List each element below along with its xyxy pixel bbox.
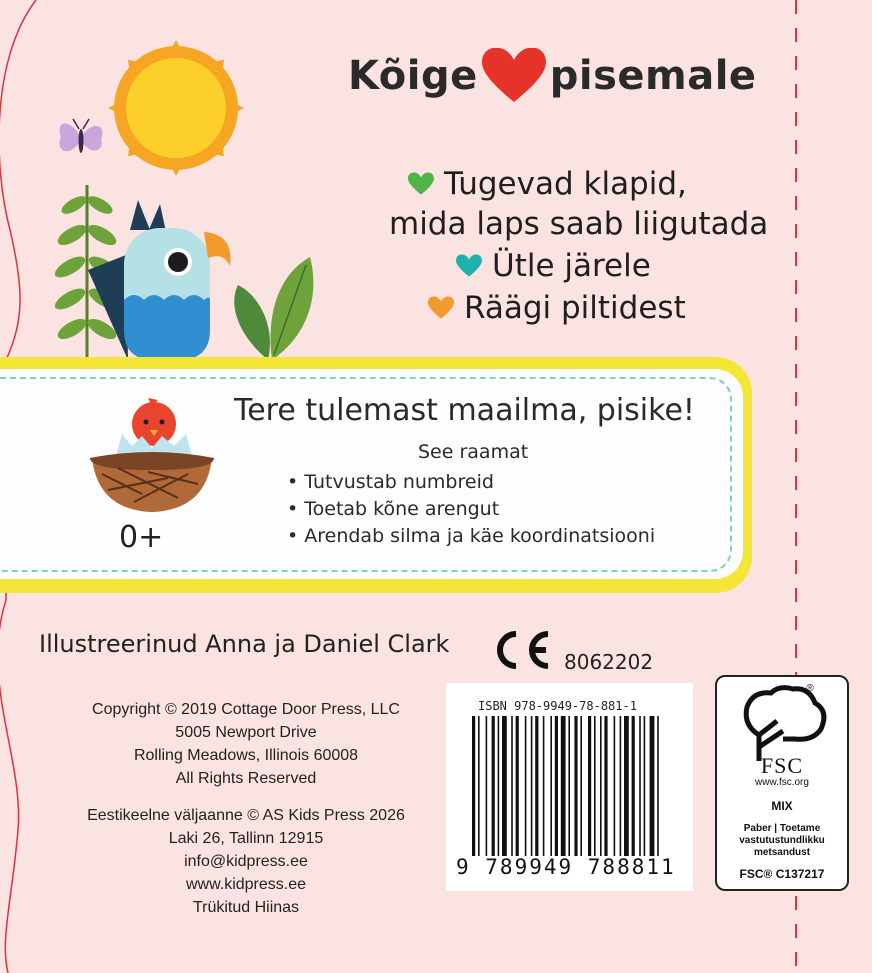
copyright-line: All Rights Reserved bbox=[175, 770, 317, 787]
barcode-bar bbox=[574, 716, 577, 856]
barcode-bars bbox=[468, 716, 678, 858]
feature-1-text: Tugevad klapid, bbox=[444, 166, 687, 202]
barcode-bar bbox=[644, 716, 646, 856]
barcode-bar bbox=[550, 716, 552, 856]
barcode-bar bbox=[604, 716, 607, 856]
isbn-label: ISBN 978-9949-78-881-1 bbox=[478, 699, 637, 713]
barcode-bar bbox=[614, 716, 616, 856]
edition-line: Laki 26, Tallinn 12915 bbox=[168, 830, 324, 847]
fsc-label bbox=[715, 675, 849, 891]
edition-line: Eestikeelne väljaanne © AS Kids Press 2026 bbox=[87, 807, 405, 824]
copyright-line: 5005 Newport Drive bbox=[175, 724, 317, 741]
banner-bullet: • Toetab kõne arengut bbox=[287, 498, 500, 520]
barcode-bar bbox=[594, 716, 596, 856]
edition-line: www.kidpress.ee bbox=[185, 876, 307, 893]
barcode-bar bbox=[620, 716, 622, 856]
butterfly-illustration bbox=[55, 115, 107, 163]
barcode-bar bbox=[472, 716, 475, 856]
banner-bullet: • Tutvustab numbreid bbox=[287, 471, 494, 493]
brand-title bbox=[348, 48, 757, 104]
fsc-tree-logo-icon bbox=[739, 685, 831, 763]
banner-title: Tere tulemast maailma, pisike! bbox=[234, 393, 695, 428]
banner-subtitle: See raamat bbox=[418, 441, 529, 463]
barcode-bar bbox=[588, 716, 591, 856]
ce-mark-icon bbox=[494, 630, 552, 670]
banner-bullet: • Arendab silma ja käe koordinatsiooni bbox=[287, 525, 656, 547]
brand-word-2: pisemale bbox=[549, 53, 757, 99]
feature-2-text: Ütle järele bbox=[492, 248, 651, 284]
barcode-bar bbox=[580, 716, 582, 856]
feature-1-text-2: mida laps saab liigutada bbox=[389, 206, 769, 242]
barcode-bar bbox=[478, 716, 480, 856]
illustrator-credit: Illustreerinud Anna ja Daniel Clark bbox=[39, 630, 450, 658]
barcode-bar bbox=[639, 716, 641, 856]
sun-illustration bbox=[108, 40, 244, 176]
barcode-bar bbox=[498, 716, 500, 856]
age-label: 0+ bbox=[119, 520, 164, 555]
barcode-bar bbox=[502, 716, 507, 856]
edition-line: info@kidpress.ee bbox=[184, 853, 308, 870]
brand-word-1: Kõige bbox=[348, 53, 478, 99]
fsc-description: Paber | Toetame vastutustundlikku metsandust bbox=[739, 823, 825, 858]
barcode-bar bbox=[600, 716, 602, 856]
barcode-bar bbox=[632, 716, 635, 856]
feature-3-text: Räägi piltidest bbox=[464, 290, 686, 326]
barcode-bar bbox=[492, 716, 495, 856]
barcode-bar bbox=[555, 716, 558, 856]
product-code: 8062202 bbox=[564, 650, 654, 674]
chick-nest-illustration bbox=[88, 398, 218, 516]
barcode-bar bbox=[525, 716, 527, 856]
copyright-line: Copyright © 2019 Cottage Door Press, LLC bbox=[92, 701, 400, 718]
feature-2 bbox=[456, 248, 651, 284]
barcode-bar bbox=[657, 716, 659, 856]
feature-3 bbox=[428, 290, 686, 326]
barcode-bar bbox=[568, 716, 570, 856]
barcode-bar bbox=[486, 716, 488, 856]
fsc-code: FSC® C137217 bbox=[739, 867, 825, 881]
leaves-illustration bbox=[228, 255, 323, 360]
barcode-bar bbox=[543, 716, 545, 856]
heart-icon bbox=[408, 172, 434, 196]
barcode-bar bbox=[624, 716, 629, 856]
fsc-mix: MIX bbox=[771, 799, 793, 813]
fsc-url: www.fsc.org bbox=[755, 777, 809, 788]
barcode-bar bbox=[531, 716, 533, 856]
copyright-line: Rolling Meadows, Illinois 60008 bbox=[133, 747, 359, 764]
barcode-bar bbox=[511, 716, 513, 856]
feature-1-continued bbox=[389, 206, 768, 242]
heart-icon bbox=[482, 48, 546, 104]
heart-icon bbox=[428, 296, 454, 320]
fsc-registered: ® bbox=[806, 683, 814, 694]
barcode-number: 9 789949 788811 bbox=[456, 855, 676, 879]
edition-line: Trükitud Hiinas bbox=[192, 899, 300, 916]
barcode-bar bbox=[561, 716, 566, 856]
heart-icon bbox=[456, 254, 482, 278]
barcode-bar bbox=[516, 716, 519, 856]
fsc-logo-text: FSC bbox=[760, 753, 804, 778]
barcode-bar bbox=[535, 716, 538, 856]
parrot-illustration bbox=[88, 200, 238, 365]
barcode-bar bbox=[650, 716, 655, 856]
feature-1 bbox=[408, 166, 687, 202]
